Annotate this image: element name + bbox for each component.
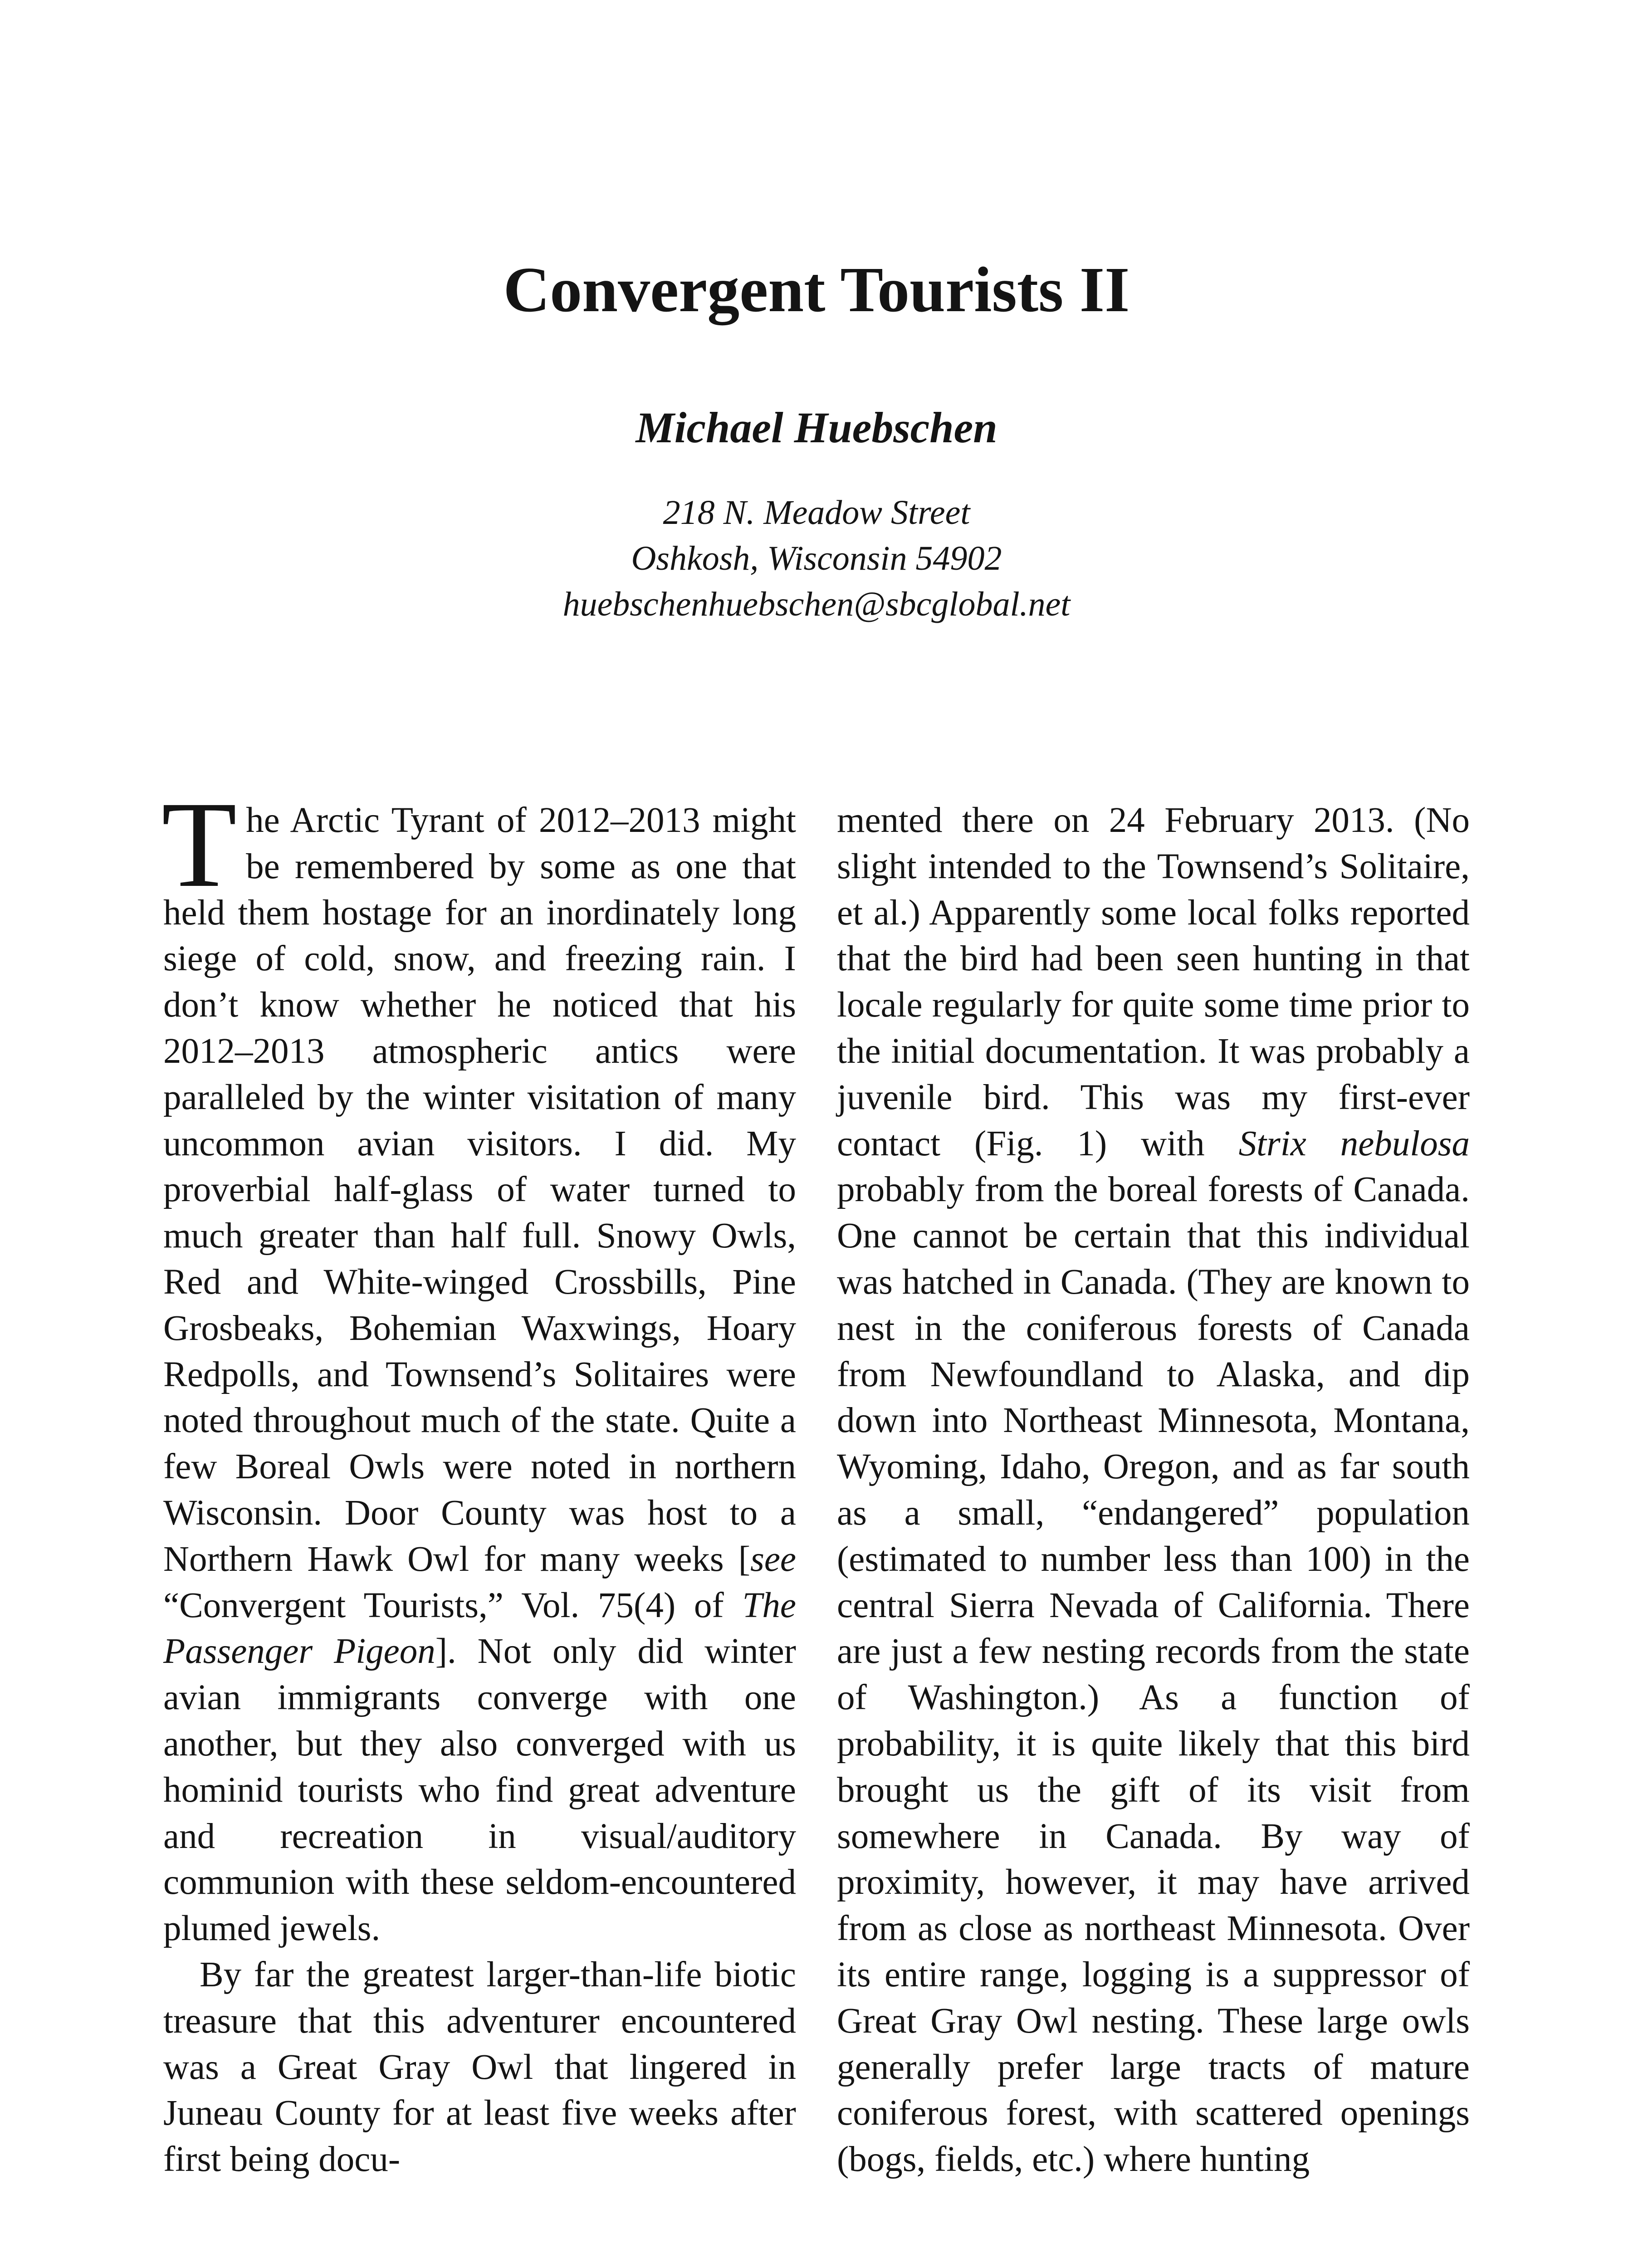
right-text-a: mented there on 24 February 2013. (No slight intended to the Townsend’s Solitaire, et al.) Apparently some local folks reported that the bird had been seen hunting in that locale regularly for quite some time prior to the initial documentation. It was probably a juvenile bird. This was my first-ever contact (Fig. 1) with: [837, 801, 1470, 1163]
drop-cap: T: [161, 776, 237, 913]
paragraph-1-text-a: he Arctic Tyrant of 2012–2013 might be remembered by some as one that held them hostage for an inordinately long siege of cold, snow, and freezing rain. I don’t know whether he noticed that his 2012–2013 atmospheric antics were paralleled by the winter visitation of many uncommon avian visitors. I did. My proverbial half-glass of water turned to much greater than half full. Snowy Owls, Red and White-winged Crossbills, Pine Grosbeaks, Bohemian Waxwings, Hoary Redpolls, and Townsend’s Solitaires were noted throughout much of the state. Quite a few Boreal Owls were noted in northern Wisconsin. Door County was host to a Northern Hawk Owl for many weeks [: [163, 801, 796, 1579]
paragraph-1: [161, 776, 796, 1952]
see-reference: see: [750, 1539, 796, 1579]
paragraph-1-text-b: “Convergent Tourists,” Vol. 75(4) of: [163, 1585, 743, 1625]
paragraph-2: By far the greatest larger-than-life biotic treasure that this adventurer encountered was a Great Gray Owl that lingered in Juneau County for at least five weeks after first being docu-: [163, 1955, 796, 2180]
address-city: Oshkosh, Wisconsin 54902: [631, 539, 1002, 577]
paragraph-1-text-c: ]. Not only did winter avian immigrants converge with one another, but they also converged with us hominid tourists who find great adventure and recreation in visual/auditory communion with these seldom-encountered plumed jewels.: [163, 1632, 796, 1949]
species-name: Strix nebulosa: [1238, 1124, 1470, 1163]
journal-name: The Passenger Pigeon: [163, 1585, 796, 1672]
author-name: Michael Huebschen: [636, 403, 997, 452]
author-email[interactable]: huebschenhuebschen@sbcglobal.net: [562, 585, 1071, 623]
right-text-b: probably from the boreal forests of Canada. One cannot be certain that this individual was hatched in Canada. (They are known to nest in the coniferous forests of Canada from Newfoundland to Alaska, and dip down into Northeast Minnesota, Montana, Wyoming, Idaho, Oregon, and as far south as a small, “endangered” population (estimated to number less than 100) in the central Sierra Nevada of California. There are just a few nesting records from the state of Washington.) As a function of probability, it is quite likely that this bird brought us the gift of its visit from somewhere in Canada. By way of proximity, however, it may have arrived from as close as northeast Minnesota. Over its entire range, logging is a suppressor of Great Gray Owl nesting. These large owls generally prefer large tracts of mature coniferous forest, with scattered openings (bogs, fields, etc.) where hunting: [837, 1170, 1470, 2180]
left-column: [161, 776, 796, 2183]
address-street: 218 N. Meadow Street: [663, 494, 970, 532]
article-title: Convergent Tourists II: [503, 254, 1130, 325]
right-column: [837, 797, 1470, 2183]
paragraph-2-continued: [837, 797, 1470, 2183]
author-address: [0, 490, 1633, 627]
